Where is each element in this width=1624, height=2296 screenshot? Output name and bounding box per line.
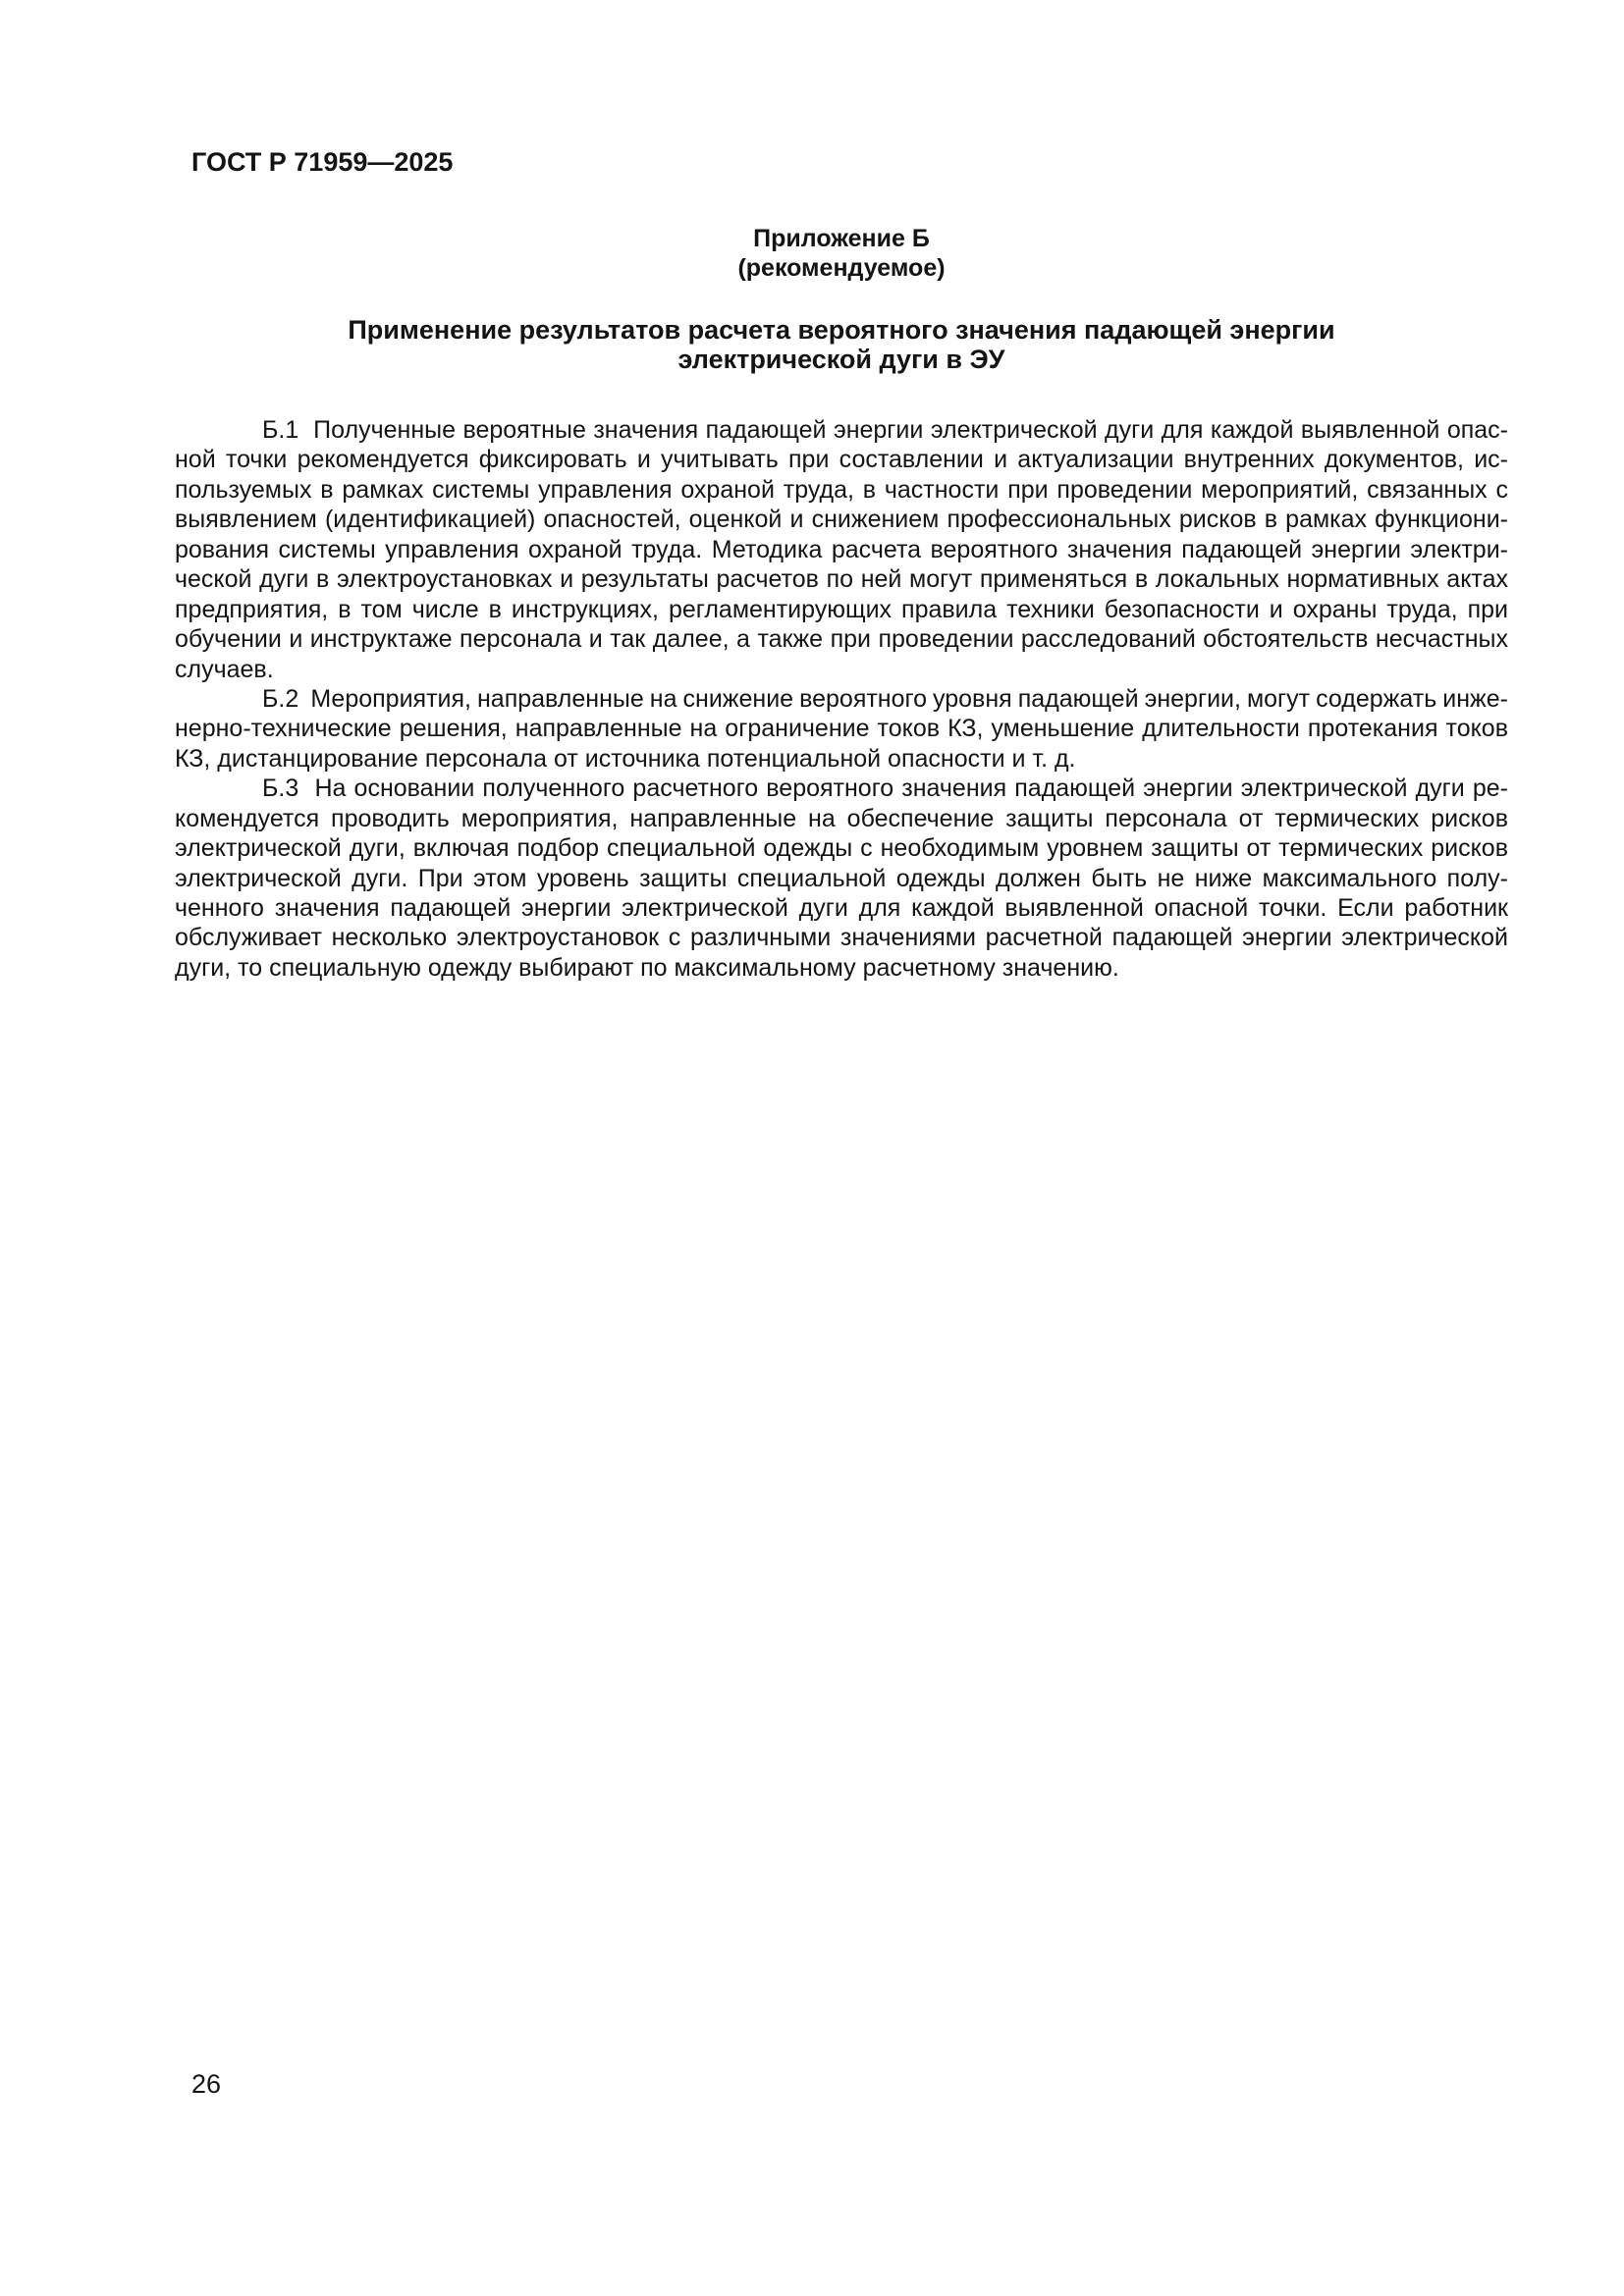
paragraph-b2	[175, 684, 1508, 774]
appendix-label: Приложение Б	[753, 225, 930, 252]
body-line-text: ченного значения падающей энергии электрической дуги для каждой выявленной опасной точки. Если работник	[175, 894, 1508, 922]
body-line-text: ной точки рекомендуется фиксировать и учитывать при составлении и актуализации внутренних документов, ис-	[175, 446, 1508, 474]
body-line	[175, 595, 1508, 624]
body-text	[175, 415, 1508, 983]
body-line	[175, 714, 1508, 743]
appendix-heading	[175, 225, 1508, 283]
body-line-text: обслуживает несколько электроустановок с различными значениями расчетной падающей энергии электрической	[175, 924, 1508, 952]
body-line-text: комендуется проводить мероприятия, направленные на обеспечение защиты персонала от термических рисков	[175, 804, 1508, 832]
body-line-text: ческой дуги в электроустановках и результаты расчетов по ней могут применяться в локальных нормативных актах	[175, 565, 1508, 594]
body-line-text: КЗ, дистанцирование персонала от источника потенциальной опасности и т. д.	[175, 744, 1076, 773]
appendix-title-line-1: Применение результатов расчета вероятного значения падающей энергии	[348, 315, 1335, 345]
body-line	[175, 535, 1508, 564]
body-line	[175, 475, 1508, 505]
body-line-text: электрической дуги. При этом уровень защиты специальной одежды должен быть не ниже максимального полу-	[175, 864, 1508, 892]
body-line	[175, 564, 1508, 594]
body-line-text: обучении и инструктаже персонала и так далее, а также при проведении расследований обстоятельств несчастных	[175, 625, 1508, 654]
body-line-text: Б.1 Полученные вероятные значения падающей энергии электрической дуги для каждой выявленной опас-	[262, 416, 1508, 444]
body-line	[175, 774, 1508, 803]
appendix-title	[175, 315, 1508, 374]
body-line-text: дуги, то специальную одежду выбирают по максимальному расчетному значению.	[175, 953, 1119, 982]
body-line	[175, 953, 1508, 983]
body-line	[175, 684, 1508, 714]
body-line-text: случаев.	[175, 655, 274, 683]
body-line	[175, 744, 1508, 774]
page-number: 26	[191, 2069, 222, 2099]
body-line-text: выявлением (идентификацией) опасностей, оценкой и снижением профессиональных рисков в рамках функциони-	[175, 506, 1508, 534]
paragraph-b1	[175, 415, 1508, 684]
body-line	[175, 833, 1508, 863]
body-line	[175, 923, 1508, 952]
body-line	[175, 445, 1508, 474]
body-line	[175, 505, 1508, 534]
body-line	[175, 624, 1508, 654]
body-line-text: предприятия, в том числе в инструкциях, регламентирующих правила техники безопасности и охраны труда, при	[175, 595, 1508, 623]
body-line-text: пользуемых в рамках системы управления охраной труда, в частности при проведении мероприятий, связанных с	[175, 475, 1508, 504]
body-line	[175, 893, 1508, 923]
body-line	[175, 864, 1508, 893]
body-line-text: нерно-технические решения, направленные на ограничение токов КЗ, уменьшение длительности протекания токов	[175, 715, 1508, 743]
appendix-kind: (рекомендуемое)	[737, 253, 946, 282]
body-line	[175, 655, 1508, 684]
body-line-text: Б.3 На основании полученного расчетного вероятного значения падающей энергии электрической дуги ре-	[262, 774, 1508, 803]
paragraph-b3	[175, 774, 1508, 983]
body-line	[175, 415, 1508, 445]
body-line-text: рования системы управления охраной труда. Методика расчета вероятного значения падающей энергии электри-	[175, 535, 1508, 563]
body-line	[175, 804, 1508, 833]
body-line-text: Б.2 Мероприятия, направленные на снижение вероятного уровня падающей энергии, могут содержать инже-	[262, 684, 1508, 713]
appendix-title-line-2: электрической дуги в ЭУ	[677, 345, 1005, 374]
body-line-text: электрической дуги, включая подбор специальной одежды с необходимым уровнем защиты от термических рисков	[175, 834, 1508, 863]
running-header: ГОСТ Р 71959—2025	[191, 147, 454, 177]
